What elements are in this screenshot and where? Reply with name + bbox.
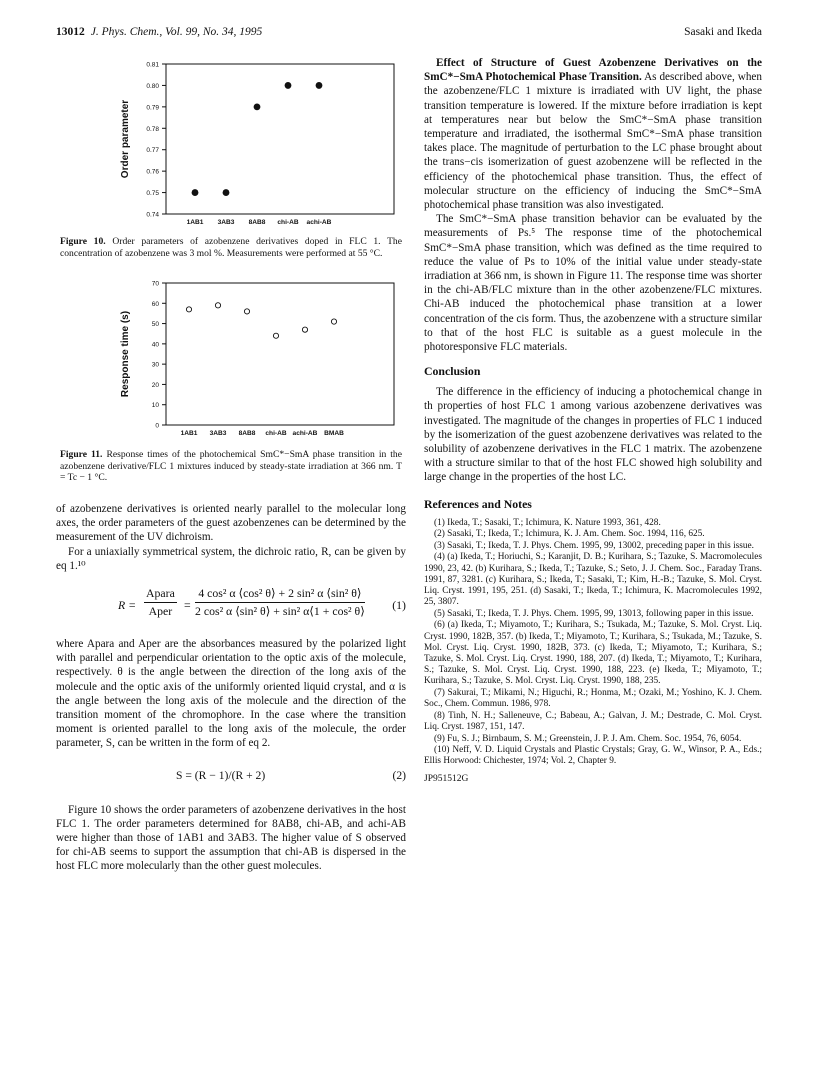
data-point <box>254 103 261 110</box>
left-body <box>56 502 406 874</box>
plot-frame <box>166 283 394 425</box>
reference-item: (4) (a) Ikeda, T.; Horiuchi, S.; Karanjit, D. B.; Kurihara, S.; Tazuke, S. Macromolecules 1990, 23, 42. (b) Kurihara, S.; Ikeda, T.; Tazuke, S.; Seto, J. J. Chem. Soc., Faraday Trans. 1991, 87, 3281. (c) Kurihara, S.; Ikeda, T.; Sasaki, T.; Kim, H.-B.; Tazuke, S. Mol. Cryst. Liq. Cryst. 1991, 195, 251. (d) Sasaki, T.; Ikeda, T.; Ichimura, K. Macromolecules 1992, 25, 3807. <box>424 552 762 608</box>
eq1-equals: = <box>184 597 191 612</box>
data-point <box>331 319 336 324</box>
reference-item: (3) Sasaki, T.; Ikeda, T. J. Phys. Chem. 1995, 99, 13002, preceding paper in this issue. <box>434 540 755 551</box>
reference-item: (7) Sakurai, T.; Mikami, N.; Higuchi, R.; Honma, M.; Ozaki, M.; Yoshino, K. J. Chem. Soc., Chem. Commun. 1986, 978. <box>424 688 762 710</box>
reference-item: (6) (a) Ikeda, T.; Miyamoto, T.; Kurihara, S.; Tsukada, M.; Tazuke, S. Mol. Cryst. Liq. Cryst. 1990, 182B, 357. (b) Ikeda, T.; Miyamoto, T.; Kurihara, S.; Tsukada, M.; Tazuke, S. Mol. Cryst. Liq. Cryst. 1990, 182B, 373. (c) Ikeda, T.; Miyamoto, T.; Kurihara, S.; Tazuke, S. Mol. Cryst. Liq. Cryst. 1990, 188, 207. (d) Ikeda, T.; Miyamoto, T.; Kurihara, S.; Tazuke, S. Mol. Cryst. Liq. Cryst. 1990, 188, 223. (e) Ikeda, T.; Miyamoto, T.; Kurihara, S.; Tazuke, S. Mol. Cryst. Liq. Cryst. 1990, 188, 235. <box>424 620 762 687</box>
figure-11 <box>56 273 406 484</box>
figure-10 <box>56 56 406 259</box>
eq1-lhs: R = <box>118 597 137 612</box>
x-tick-label: 8AB8 <box>248 219 266 226</box>
y-tick-label: 0.76 <box>146 168 159 176</box>
references-heading: References and Notes <box>424 496 532 511</box>
paragraph-dichroic-ratio: For a uniaxially symmetrical system, the dichroic ratio, R, can be given by eq 1.¹⁰ <box>56 545 406 572</box>
paragraph-figure-10-discussion: Figure 10 shows the order parameters of azobenzene derivatives in the host FLC 1. The order parameters determined for 8AB8, chi-AB, and achi-AB were higher than those of 1AB1 and 3AB3. The higher value of S observed for chi-AB seems to support the assumption that chi-AB is dispersed in the host FLC more molecularly than the other guest molecules. <box>56 803 406 873</box>
header-authors: Sasaki and Ikeda <box>684 26 762 38</box>
data-point <box>215 303 220 308</box>
x-tick-label: 3AB3 <box>217 219 235 226</box>
y-tick-label: 0.74 <box>146 211 159 219</box>
y-tick-label: 60 <box>151 300 159 308</box>
data-point <box>223 189 230 196</box>
y-tick-label: 50 <box>151 321 159 329</box>
data-point <box>302 327 307 332</box>
page-number: 13012 <box>56 26 85 38</box>
eq1-frac1-den: Aper <box>148 603 173 618</box>
eq1-fraction-1 <box>144 586 177 619</box>
x-tick-label: chi-AB <box>265 430 287 438</box>
x-tick-label: achi-AB <box>306 219 332 226</box>
data-point <box>285 82 292 89</box>
y-tick-label: 0.75 <box>146 190 159 198</box>
file-id: JP951512G <box>424 773 469 784</box>
reference-item: (9) Fu, S. J.; Birnbaum, S. M.; Greenstein, J. P. J. Am. Chem. Soc. 1954, 76, 6054. <box>434 733 742 744</box>
paragraph-continued: of azobenzene derivatives is oriented nearly parallel to the molecular long axes, the order parameters of the guest azobenzenes can be determined by the measurement of the UV dichroism. <box>56 502 406 544</box>
equation-2 <box>56 767 406 789</box>
eq1-number: (1) <box>392 597 406 612</box>
y-axis-label: Response time (s) <box>120 311 131 398</box>
y-tick-label: 0.80 <box>146 82 159 90</box>
figure-11-chart <box>56 273 406 445</box>
reference-item: (2) Sasaki, T.; Ikeda, T.; Ichimura, K. J. Am. Chem. Soc. 1994, 116, 625. <box>434 529 705 540</box>
y-tick-label: 0.78 <box>146 125 159 133</box>
x-tick-label: chi-AB <box>277 219 299 226</box>
y-tick-label: 20 <box>151 382 159 390</box>
reference-item: (1) Ikeda, T.; Sasaki, T.; Ichimura, K. Nature 1993, 361, 428. <box>434 517 661 528</box>
left-column <box>56 56 406 874</box>
paragraph-effect-text: As described above, when the azobenzene/FLC 1 mixture is irradiated with UV light, the phase transition temperature is lowered. If the mixture before irradiation is kept at temperatures near but below the SmC*−SmA phase transition temperature and irradiated, the isothermal SmC*−SmA phase transition takes place. The magnitude of perturbation to the LC phase brought about the trans−cis isomerization of guest azobenzene will be reflected in the efficiency of the photochemical phase transition. Thus, the effect of molecular structure on the efficiency of inducing the SmC*−SmA photochemical phase transition was also investigated. <box>424 71 762 212</box>
y-tick-label: 10 <box>151 402 159 410</box>
y-tick-label: 70 <box>151 280 159 288</box>
y-tick-label: 30 <box>151 361 159 369</box>
conclusion-heading: Conclusion <box>424 364 481 379</box>
x-tick-label: BMAB <box>324 430 344 438</box>
data-point <box>273 333 278 338</box>
paragraph-absorbance: where Apara and Aper are the absorbances measured by the polarized light with parallel and perpendicular orientation to the optic axis of the molecule, respectively. θ is the angle between the direction of the long axis of the molecule and the optic axis of the uniformly oriented liquid crystal, and α is the angle between the long axis of the molecule and the direction of the transition moment of the chromophore. In the case where the transition moment is oriented parallel to the long axis of the molecule, the order parameter, S, can be written in the form of eq 2. <box>56 637 406 750</box>
reference-item: (10) Neff, V. D. Liquid Crystals and Plastic Crystals; Gray, G. W., Winsor, P. A., Eds.; Ellis Horwood: Chichester, 1974; Vol. 2, Chapter 9. <box>424 745 762 767</box>
figure-10-chart <box>56 56 406 232</box>
right-column <box>424 56 762 784</box>
header-left <box>56 26 262 38</box>
references-list <box>424 518 762 768</box>
journal-citation: J. Phys. Chem., Vol. 99, No. 34, 1995 <box>90 26 263 38</box>
reference-item: (8) Tinh, N. H.; Salleneuve, C.; Babeau, A.; Galvan, J. M.; Destrade, C. Mol. Cryst. Liq. Cryst. 1987, 151, 147. <box>424 710 762 733</box>
eq1-fraction-2 <box>195 586 365 619</box>
figure-10-caption <box>60 236 402 259</box>
y-tick-label: 0 <box>155 422 159 430</box>
data-point <box>186 307 191 312</box>
data-point <box>316 82 323 89</box>
x-tick-label: achi-AB <box>292 430 318 438</box>
figure-11-caption-text: Response times of the photochemical SmC*−SmA phase transition in the azobenzene derivative/FLC 1 mixtures induced by steady-state irradiation at 366 nm. T = Tc − 1 °C. <box>60 449 402 484</box>
y-tick-label: 0.79 <box>146 104 159 112</box>
eq1-frac1-num: Apara <box>144 586 177 603</box>
paragraph-effect-of-structure <box>424 56 762 212</box>
y-tick-label: 0.77 <box>146 147 159 155</box>
data-point <box>244 309 249 314</box>
figure-10-caption-text: Order parameters of azobenzene derivatives doped in FLC 1. The concentration of azobenzene was 3 mol %. Measurements were performed at 55 °C. <box>60 236 402 259</box>
x-tick-label: 8AB8 <box>238 430 256 438</box>
eq2-number: (2) <box>392 768 406 782</box>
plot-frame <box>166 64 394 214</box>
eq1-frac2-den: 2 cos² α ⟨sin² θ⟩ + sin² α⟨1 + cos² θ⟩ <box>195 603 365 618</box>
x-tick-label: 3AB3 <box>209 430 227 438</box>
figure-10-label: Figure 10. <box>60 236 106 247</box>
x-tick-label: 1AB1 <box>186 219 204 226</box>
reference-item: (5) Sasaki, T.; Ikeda, T. J. Phys. Chem. 1995, 99, 13013, following paper in this issue. <box>434 608 754 619</box>
running-header <box>56 26 762 42</box>
x-tick-label: 1AB1 <box>180 430 198 438</box>
y-tick-label: 0.81 <box>146 61 159 69</box>
data-point <box>192 189 199 196</box>
figure-11-label: Figure 11. <box>60 449 103 461</box>
paragraph-response-time: The SmC*−SmA phase transition behavior can be evaluated by the measurements of Ps.⁵ The response time of the photochemical SmC*−SmA phase transition, which was defined as the time required to reduce the value of Ps to 10% of the initial value under steady-state irradiation at 366 nm, is shown in Figure 11. The response time was shorter in the chi-AB/FLC mixture than in the other azobenzene/FLC mixtures. Chi-AB induced the photochemical phase transition at a lower concentration of the cis form. Thus, the azobenzene with a structure similar to that of the host FLC is suitable as a guest molecule in the photoresponsive FLC materials. <box>424 213 762 354</box>
eq2-expression: S = (R − 1)/(R + 2) <box>176 768 266 782</box>
y-axis-label: Order parameter <box>120 99 131 179</box>
eq1-frac2-num: 4 cos² α ⟨cos² θ⟩ + 2 sin² α ⟨sin² θ⟩ <box>195 586 365 603</box>
section-heading-effect: Effect of Structure of Guest Azobenzene Derivatives on the SmC*−SmA Photochemical Phase Transition. <box>424 57 762 84</box>
figure-11-caption <box>60 449 402 484</box>
conclusion-text: The difference in the efficiency of inducing a photochemical change in th properties of host FLC 1 among various azobenzene derivatives was investigated. The magnitude of the changes in properties of FLC 1 induced by the isomerization of the guest azobenzene derivatives was related to the solubility of azobenzene derivatives in the FLC 1 matrix. The azobenzene with a structure similar to that of the host FLC showed high solubility and large change in the properties of the host LC. <box>424 386 762 484</box>
equation-1 <box>56 585 406 625</box>
y-tick-label: 40 <box>151 341 159 349</box>
